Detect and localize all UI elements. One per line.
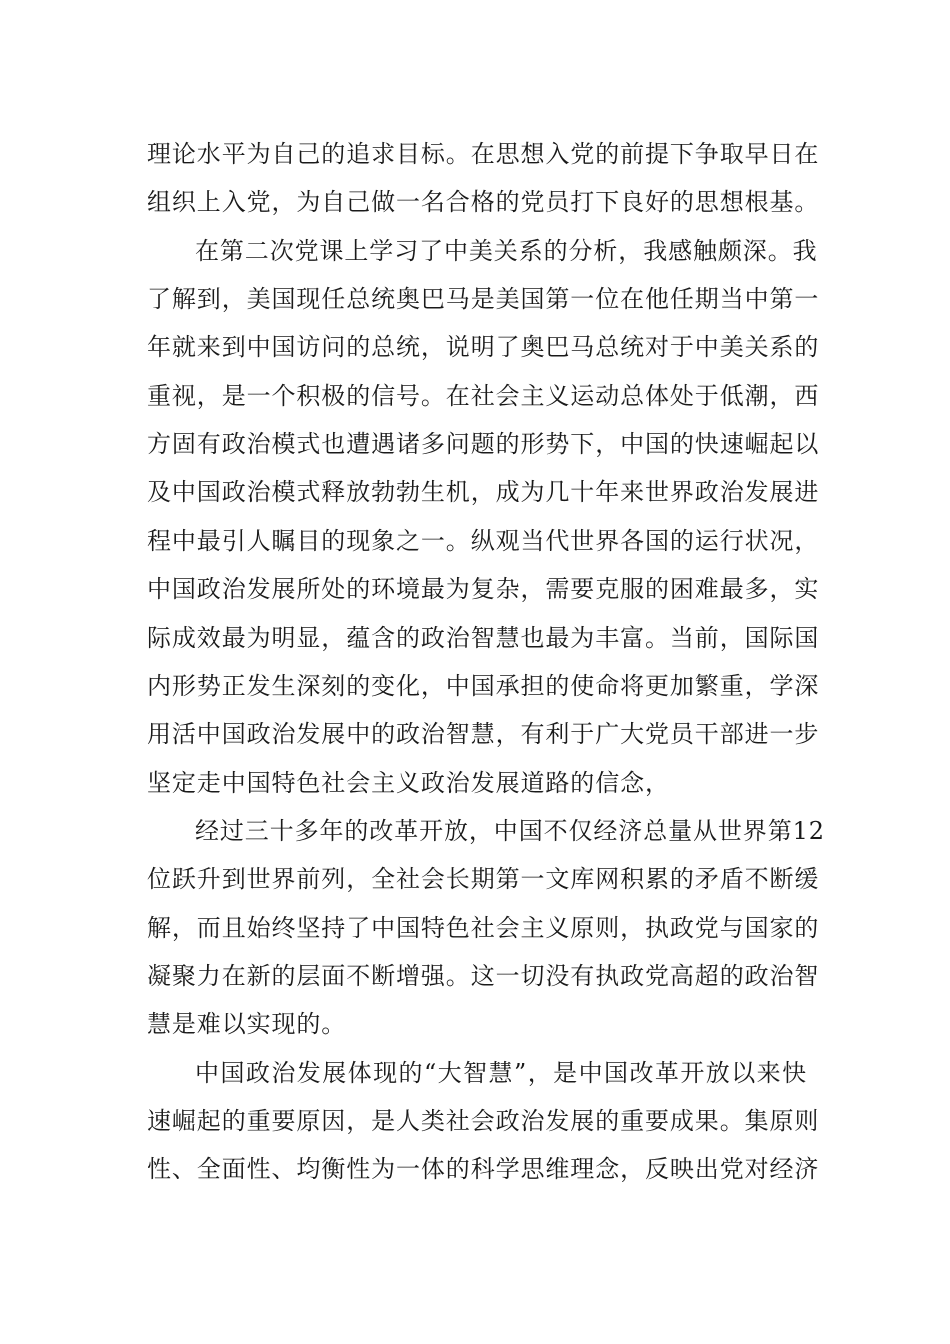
text-line: 解，而且始终坚持了中国特色社会主义原则，执政党与国家的 — [147, 913, 820, 942]
text-line: 速崛起的重要原因，是人类社会政治发展的重要成果。集原则 — [147, 1107, 820, 1135]
text-line: 重视，是一个积极的信号。在社会主义运动总体处于低潮，西 — [147, 381, 820, 410]
text-line: 理论水平为自己的追求目标。在思想入党的前提下争取早日在 — [147, 140, 820, 168]
text-line: 及中国政治模式释放勃勃生机，成为几十年来世界政治发展进 — [147, 478, 820, 507]
text-line: 性、全面性、均衡性为一体的科学思维理念，反映出党对经济 — [147, 1155, 820, 1184]
text-line: 用活中国政治发展中的政治智慧，有利于广大党员干部进一步 — [147, 720, 820, 749]
text-line: 组织上入党，为自己做一名合格的党员打下良好的思想根基。 — [147, 188, 820, 217]
text-line: 经过三十多年的改革开放，中国不仅经济总量从世界第12 — [195, 816, 825, 845]
text-line: 中国政治发展体现的“大智慧”，是中国改革开放以来快 — [195, 1058, 807, 1087]
text-line: 坚定走中国特色社会主义政治发展道路的信念， — [147, 768, 670, 797]
text-line: 内形势正发生深刻的变化，中国承担的使命将更加繁重，学深 — [147, 671, 820, 700]
text-line: 慧是难以实现的。 — [147, 1010, 347, 1039]
text-line: 方固有政治模式也遭遇诸多问题的形势下，中国的快速崛起以 — [147, 430, 820, 459]
text-line: 位跃升到世界前列，全社会长期第一文库网积累的矛盾不断缓 — [147, 865, 820, 894]
text-line: 凝聚力在新的层面不断增强。这一切没有执政党高超的政治智 — [147, 962, 820, 990]
text-line: 年就来到中国访问的总统，说明了奥巴马总统对于中美关系的 — [147, 333, 820, 362]
text-line: 了解到，美国现任总统奥巴马是美国第一位在他任期当中第一 — [147, 285, 820, 314]
text-line: 程中最引人瞩目的现象之一。纵观当代世界各国的运行状况， — [147, 526, 820, 555]
text-line: 际成效最为明显，蕴含的政治智慧也最为丰富。当前，国际国 — [147, 623, 820, 652]
text-line: 在第二次党课上学习了中美关系的分析，我感触颇深。我 — [195, 236, 818, 265]
text-line: 中国政治发展所处的环境最为复杂，需要克服的困难最多，实 — [147, 575, 820, 604]
